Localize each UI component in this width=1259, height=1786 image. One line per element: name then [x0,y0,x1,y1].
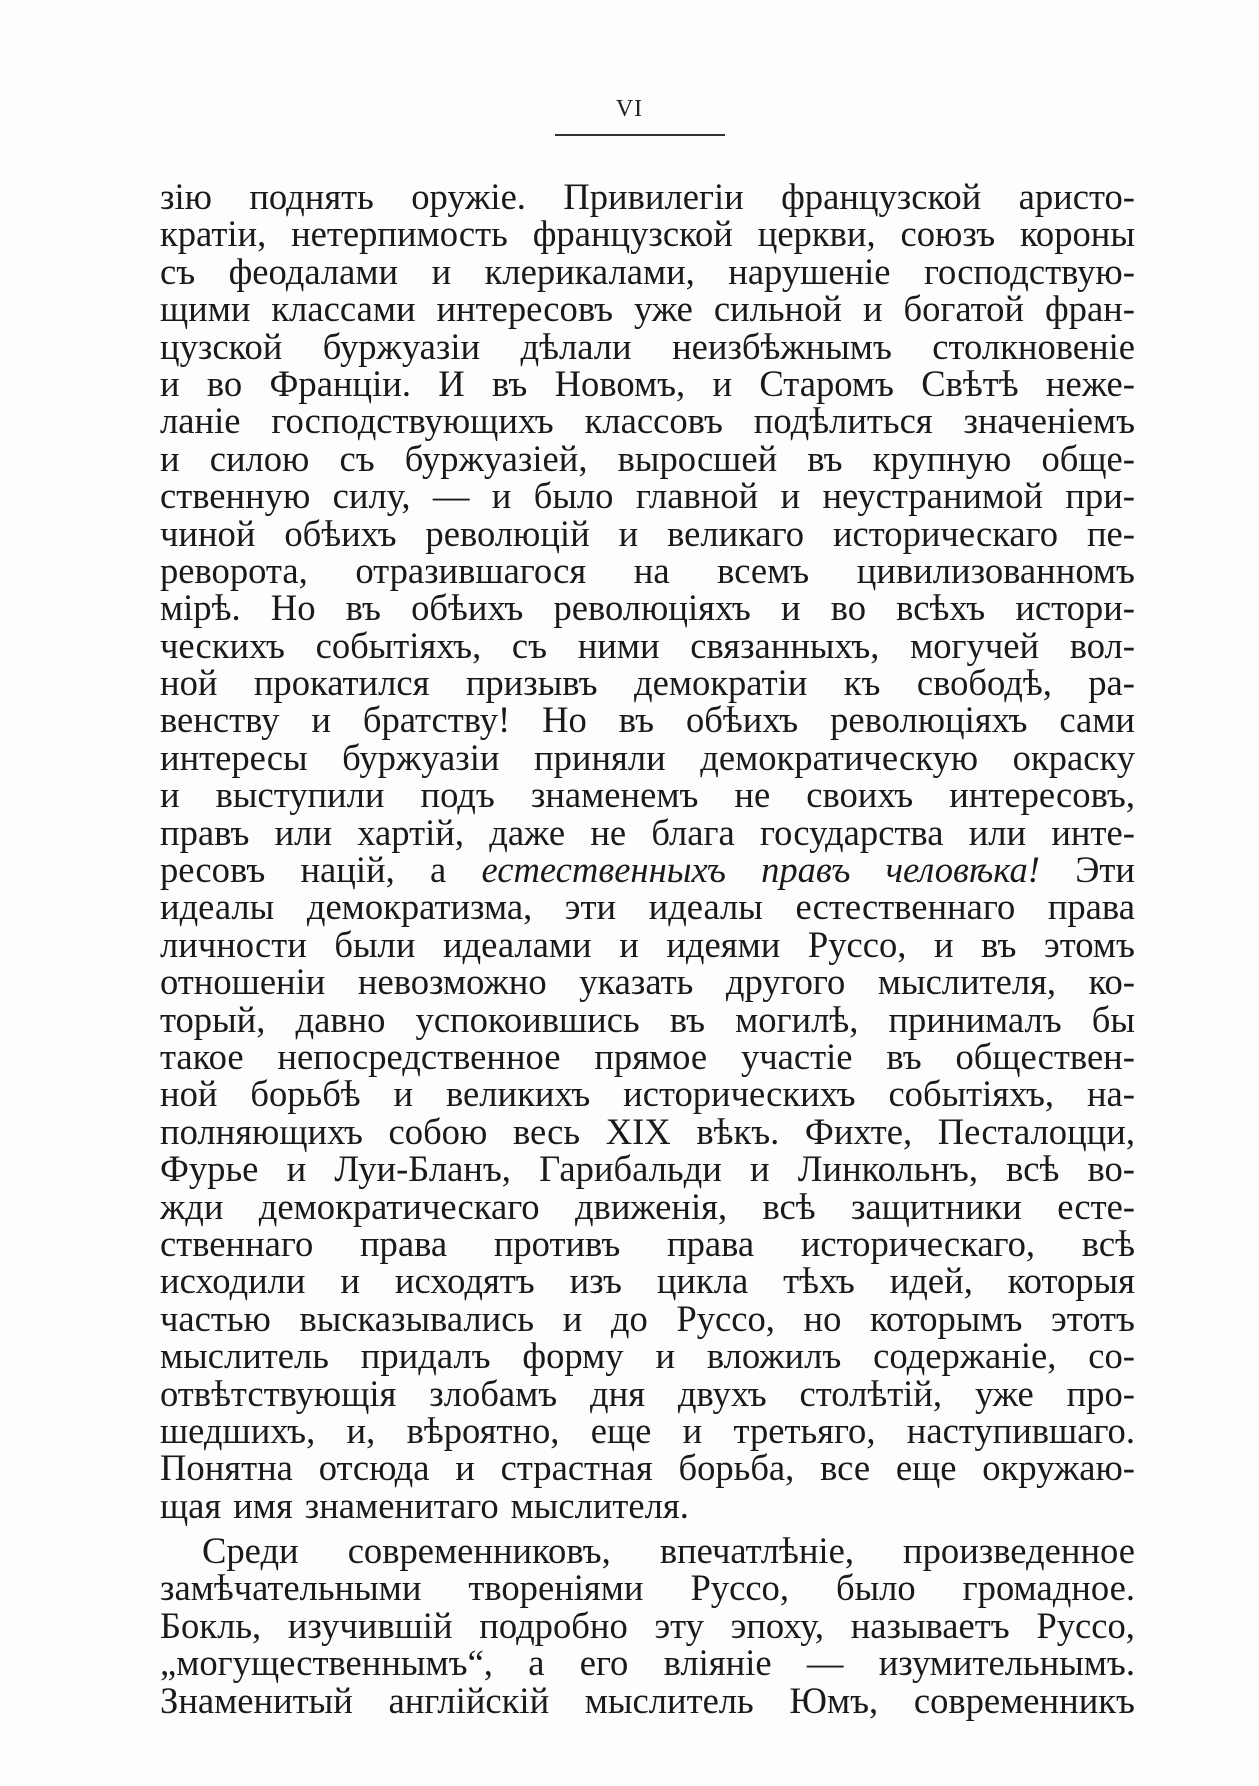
text-line: и во Францiи. И въ Новомъ, и Старомъ Свѣтѣ неже- [160,362,1135,404]
text-line: частью высказывались и до Руссо, но которымъ этотъ [160,1297,1135,1339]
text-line: и силою съ буржуазiей, выросшей въ крупную обще- [160,437,1135,479]
text-line: и выступили подъ знаменемъ не своихъ интересовъ, [160,774,1135,816]
italic-emphasis: естественныхъ [481,849,726,891]
text-line: ческихъ событiяхъ, съ ними связанныхъ, могучей вол- [160,624,1135,666]
text-line: реворота, отразившагося на всемъ цивилизованномъ [160,549,1135,591]
text-line: исходили и исходятъ изъ цикла тѣхъ идей, которыя [160,1260,1135,1302]
text-line: зiю поднять оружiе. Привилегiи французской аристо- [160,176,1135,217]
text-line: мiрѣ. Но въ обѣихъ революцiяхъ и во всѣхъ истори- [160,587,1135,629]
text-line: интересы буржуазiи приняли демократическую окраску [160,736,1135,778]
text-line: полняющихъ собою весь XIX вѣкъ. Фихте, Песталоцци, [160,1110,1135,1152]
text-line: правъ или хартiй, даже не блага государства или инте- [160,811,1135,853]
text-line: „могущественнымъ“, а его влiянiе — изумительнымъ. [160,1642,1135,1684]
text-line: торый, давно успокоившись въ могилѣ, принималъ бы [160,998,1135,1040]
text-line: чиной обѣихъ революцiй и великаго историческаго пе- [160,512,1135,554]
page-header [0,96,1259,123]
text-line: шедшихъ, и, вѣроятно, еще и третьяго, наступившаго. [160,1409,1135,1451]
text-line: щая имя знаменитаго мыслителя. [160,1484,689,1526]
text-line: цузской буржуазiи дѣлали неизбѣжнымъ столкновенiе [160,325,1135,367]
text-line: отвѣтствующiя злобамъ дня двухъ столѣтiй, уже про- [160,1372,1135,1414]
text-line: Фурье и Луи-Бланъ, Гарибальди и Линкольнъ, всѣ во- [160,1148,1135,1190]
body-text [160,178,1135,1719]
text-line: ственнаго права противъ права историческаго, всѣ [160,1222,1135,1264]
text-line: Понятна отсюда и страстная борьба, все еще окружаю- [160,1447,1135,1489]
text-line: мыслитель придалъ форму и вложилъ содержанiе, со- [160,1335,1135,1377]
text-line: венству и братству! Но въ обѣихъ революцiяхъ сами [160,699,1135,741]
text-line: такое непосредственное прямое участiе въ обществен- [160,1035,1135,1077]
text-line: личности были идеалами и идеями Руссо, и въ этомъ [160,923,1135,965]
text-line: Среди современниковъ, впечатлѣнiе, произведенное [202,1530,1135,1572]
text-line-emphasis: ресовъ нацiй, а естественныхъ правъ человѣка! Эти [160,849,1135,891]
text-line: щими классами интересовъ уже сильной и богатой фран- [160,288,1135,330]
italic-emphasis: человѣка! [885,849,1040,891]
text-line: Знаменитый англiйскiй мыслитель Юмъ, современникъ [160,1679,1135,1721]
text-line: замѣчательными творенiями Руссо, было громадное. [160,1567,1135,1609]
text-line: кратiи, нетерпимость французской церкви, союзъ короны [160,213,1135,255]
page-number: VI [615,96,644,122]
text-line: ственную силу, — и было главной и неустранимой при- [160,475,1135,517]
text-line: идеалы демократизма, эти идеалы естественнаго права [160,886,1135,928]
text-line: ной прокатился призывъ демократiи къ свободѣ, ра- [160,662,1135,704]
text-line: ланiе господствующихъ классовъ подѣлиться значенiемъ [160,400,1135,442]
text-line: отношенiи невозможно указать другого мыслителя, ко- [160,961,1135,1003]
text-line: жди демократическаго движенiя, всѣ защитники есте- [160,1185,1135,1227]
italic-emphasis: правъ [761,849,851,891]
text-line: ной борьбѣ и великихъ историческихъ событiяхъ, на- [160,1073,1135,1115]
header-rule [555,134,725,136]
text-line: Бокль, изучившiй подробно эту эпоху, называетъ Руссо, [160,1604,1135,1646]
text-line: съ феодалами и клерикалами, нарушенiе господствую- [160,250,1135,292]
